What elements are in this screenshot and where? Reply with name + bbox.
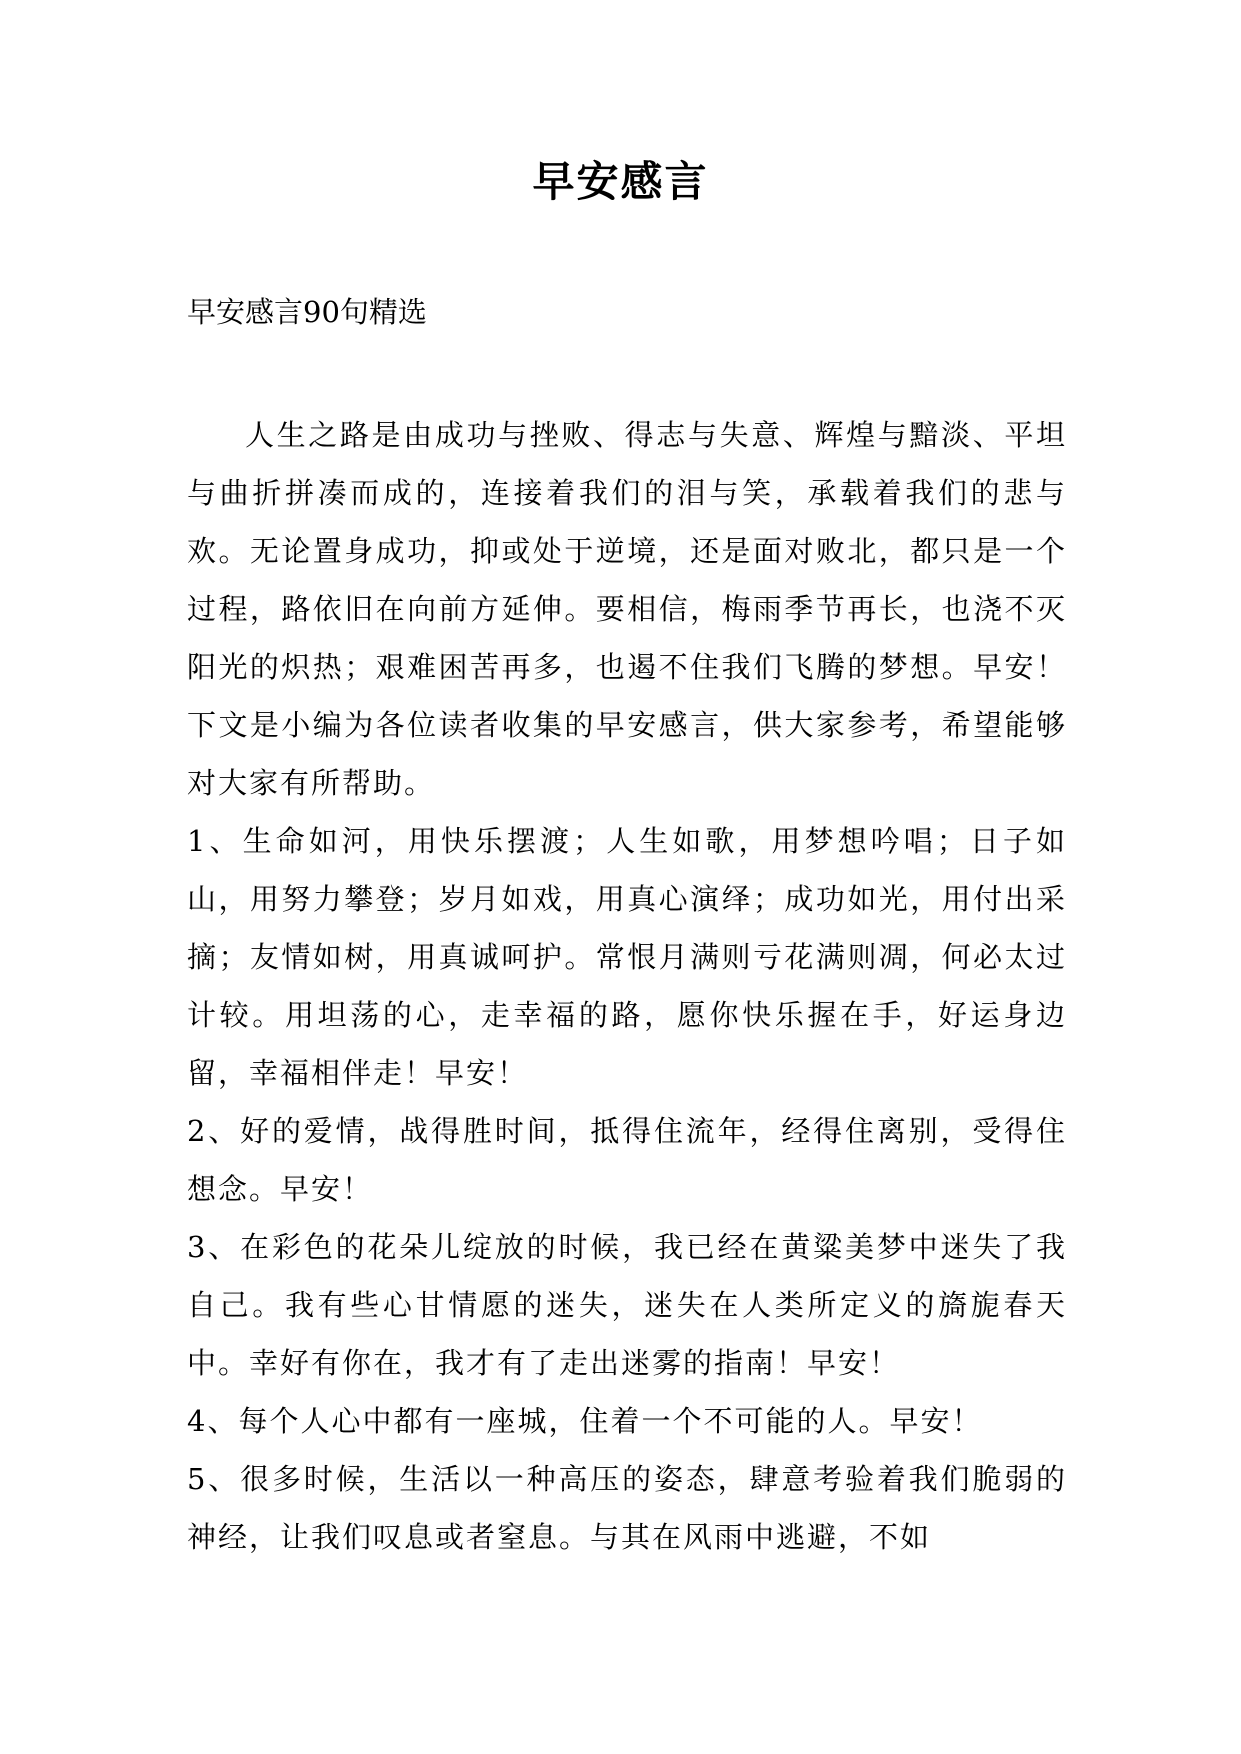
list-item: 2、好的爱情，战得胜时间，抵得住流年，经得住离别，受得住想念。早安！ — [187, 1114, 1067, 1206]
list-item: 1、生命如河，用快乐摆渡；人生如歌，用梦想吟唱；日子如山，用努力攀登；岁月如戏，用真心演绎；成功如光，用付出采摘；友情如树，用真诚呵护。常恨月满则亏花满则凋，何必太过计较。用坦荡的心，走幸福的路，愿你快乐握在手，好运身边留，幸福相伴走！早安！ — [187, 824, 1067, 1090]
list-item: 5、很多时候，生活以一种高压的姿态，肆意考验着我们脆弱的神经，让我们叹息或者窒息。与其在风雨中逃避，不如 — [187, 1462, 1067, 1554]
list-item: 3、在彩色的花朵儿绽放的时候，我已经在黄粱美梦中迷失了我自己。我有些心甘情愿的迷失，迷失在人类所定义的旖旎春天中。幸好有你在，我才有了走出迷雾的指南！早安！ — [187, 1230, 1067, 1380]
list-item: 4、每个人心中都有一座城，住着一个不可能的人。早安！ — [187, 1404, 983, 1438]
document-subtitle: 早安感言90句精选 — [187, 295, 427, 329]
intro-paragraph: 人生之路是由成功与挫败、得志与失意、辉煌与黯淡、平坦与曲折拼凑而成的，连接着我们的泪与笑，承载着我们的悲与欢。无论置身成功，抑或处于逆境，还是面对败北，都只是一个过程，路依旧在向前方延伸。要相信，梅雨季节再长，也浇不灭阳光的炽热；艰难困苦再多，也遏不住我们飞腾的梦想。早安！下文是小编为各位读者收集的早安感言，供大家参考，希望能够对大家有所帮助。 — [187, 418, 1067, 800]
document-body — [187, 406, 1067, 1566]
document-title: 早安感言 — [532, 157, 709, 206]
